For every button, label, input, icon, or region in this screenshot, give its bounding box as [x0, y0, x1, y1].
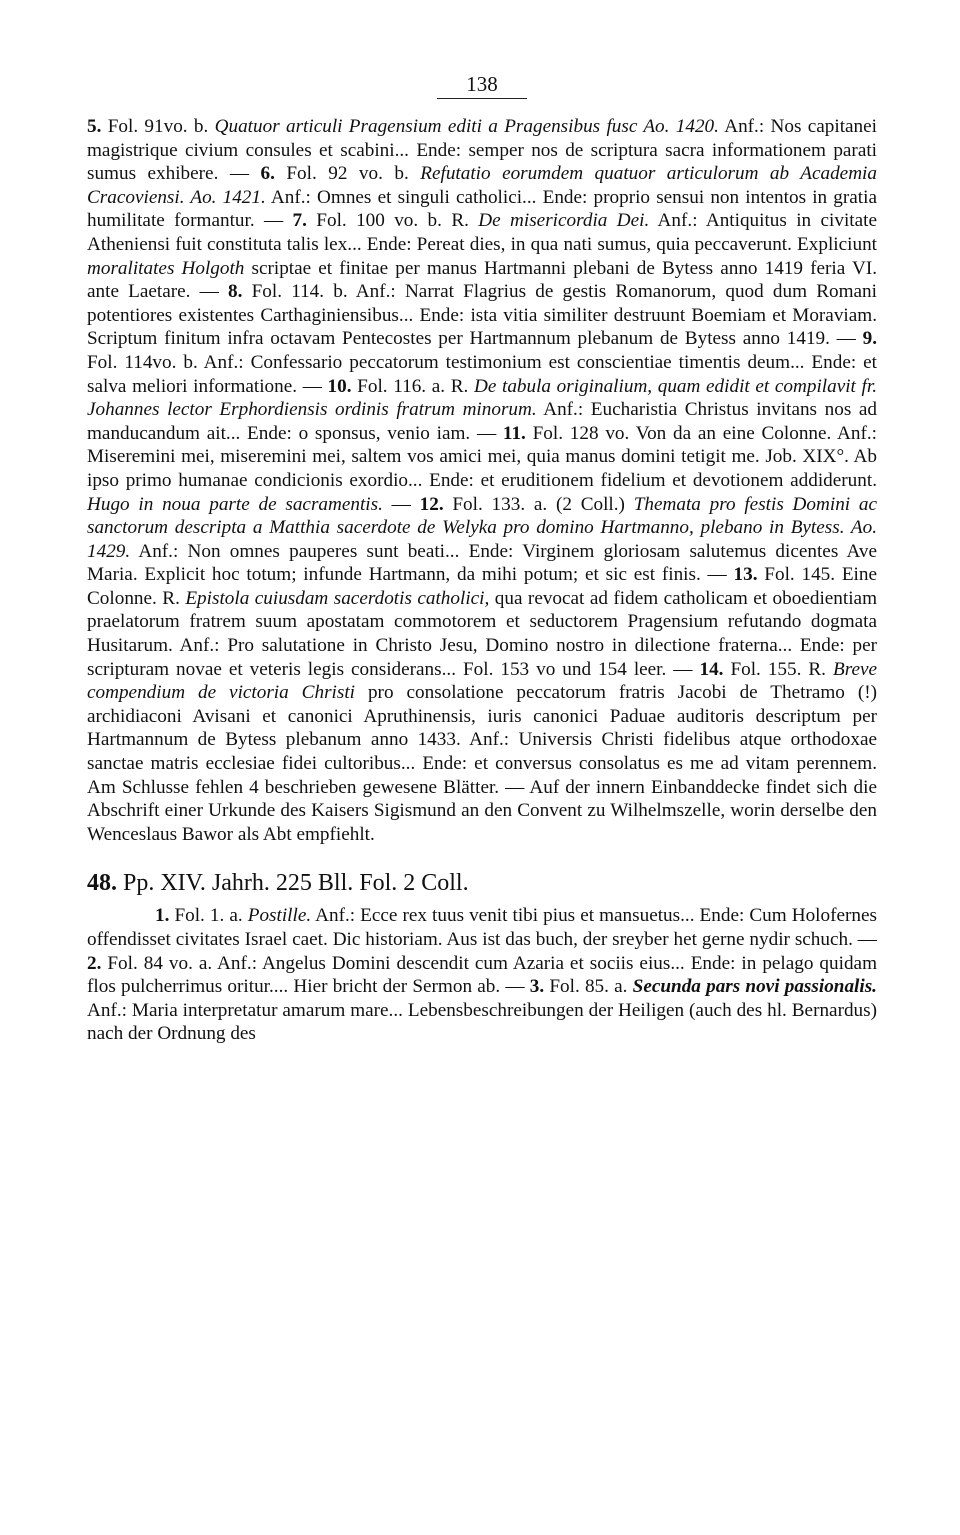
text-run: Fol. 92 vo. b.	[274, 163, 421, 185]
entry-description: Pp. XIV. Jahrh. 225 Bll. Fol. 2 Coll.	[117, 870, 469, 897]
title-text: De misericordia Dei.	[478, 210, 650, 232]
text-run: Fol. 128 vo. Von da an eine Colonne. Anf.: Miseremini mei, miseremini mei, saltem vos amici mei, quia manus domini tetigit me. Job. XIX°. Ab ipso primo humanae condicionis exordio... Ende: et eruditionem fidelium et devotionem addiderunt.	[87, 422, 877, 491]
text-run: Anf.: Antiquitus in civitate Atheniensi fuit constituta talis lex... Ende: Pereat dies, in qua nati sumus, quia peccaverunt. Expliciunt	[87, 210, 877, 255]
entry-48-paragraph	[87, 904, 877, 1046]
document-page	[87, 72, 877, 1046]
item-number: 6.	[260, 163, 275, 185]
title-text: De tabula originalium, quam edidit et compilavit fr. Johannes lector Erphordiensis ordinis fratrum minorum.	[87, 375, 878, 421]
title-text: Postille.	[247, 905, 312, 927]
continued-entry-paragraph	[87, 115, 877, 846]
text-run: Fol. 133. a. (2 Coll.)	[443, 493, 634, 515]
entry-number: 48.	[87, 870, 117, 897]
item-number: 3.	[529, 976, 545, 998]
title-text: Themata pro festis Domini ac sanctorum descripta a Matthia sacerdote de Welyka pro domino Hartmanno, plebano in Bytess. Ao. 1429.	[87, 493, 877, 562]
title-text: Hugo in noua parte de sacramentis.	[87, 493, 383, 515]
item-number: 11.	[502, 422, 526, 444]
title-text: Epistola cuiusdam sacerdotis catholici,	[185, 587, 490, 609]
text-run: Anf.: Omnes et singuli catholici... Ende: proprio sensui non intentos in gratia humilitate formantur. —	[87, 186, 877, 232]
text-run: Fol. 114. b. Anf.: Narrat Flagrius de gestis Romanorum, quod dum Romani potentiores existentes Carthaginiensibus... Ende: ista vitia similiter destruunt Boemiam et Moraviam. Scriptum finitum infra octavam Pentecostes per Hartmannum plebanum de Bytess anno 1419. —	[87, 281, 877, 350]
item-number: 5.	[87, 116, 108, 137]
text-run: Fol. 145. Eine Colonne. R.	[87, 564, 878, 609]
text-run: Fol. 114vo. b. Anf.: Confessario peccatorum testimonium est conscientiae timentis deum... Ende: et salva meliori informatione. —	[87, 351, 877, 397]
item-number: 13.	[733, 564, 758, 586]
text-run: Fol. 1. a.	[169, 905, 248, 927]
item-number: 2.	[87, 952, 102, 974]
text-run: Anf.: Non omnes pauperes sunt beati... Ende: Virginem gloriosam salutemus dicentes Ave Maria. Explicit hoc totum; infunde Hartmann, da mihi potum; et sic est finis. —	[87, 540, 877, 586]
text-run: Fol. 100 vo. b. R.	[306, 210, 479, 232]
entry-48-heading	[87, 868, 877, 898]
text-run: Fol. 116. a. R.	[351, 375, 474, 397]
title-text: Refutatio eorumdem quatuor articulorum ab Academia Cracoviensi. Ao. 1421.	[87, 163, 877, 208]
title-text: Breve compendium de victoria Christi	[87, 658, 877, 704]
title-text: Secunda pars novi passionalis.	[632, 976, 877, 998]
item-number: 7.	[292, 210, 307, 232]
text-run: scriptae et finitae per manus Hartmanni plebani de Bytess anno 1419 feria VI. ante Laetare. —	[87, 257, 878, 303]
item-number: 10.	[327, 375, 352, 397]
text-run: Anf.: Nos capitanei magistrique civium consules et scabini... Ende: semper nos de scriptura sacra informationem parati sumus exhibere. —	[87, 116, 877, 185]
text-run: Fol. 85. a.	[544, 976, 633, 998]
page-number: 138	[437, 72, 527, 99]
text-run: Anf.: Maria interpretatur amarum mare... Lebensbeschreibungen der Heiligen (auch des hl. Bernardus) nach der Ordnung des	[87, 999, 877, 1045]
text-run: Fol. 84 vo. a. Anf.: Angelus Domini descendit cum Azaria et sociis eius... Ende: in pelago quidam flos pulcherrimus oritur.... Hier bricht der Sermon ab. —	[87, 952, 877, 998]
item-number: 9.	[862, 328, 877, 350]
text-run: Anf.: Ecce rex tuus venit tibi pius et mansuetus... Ende: Cum Holofernes offendisset civitates Israel caet. Dic historiam. Aus ist das buch, der sreyber het gerne nydir schuch. —	[87, 905, 877, 950]
text-run: Fol. 155. R.	[723, 658, 833, 680]
item-number: 1.	[155, 905, 170, 927]
text-run: pro consolatione peccatorum fratris Jacobi de Thetramo (!) archidiaconi Avisani et canonici Apruthinensis, iuris canonici Paduae auditoris descriptum per Hartmannum de Bytess plebanum anno 1433. Anf.: Universis Christi fidelibus atque orthodoxae sanctae matris ecclesiae fidei cultoribus... Ende: et conversus consolatus es me ad vitam perennem. Am Schlusse fehlen 4 beschrieben gewesene Blätter. — Auf der innern Einbanddecke findet sich die Abschrift einer Urkunde des Kaisers Sigismund an den Convent zu Wilhelmszelle, worin derselbe den Wenceslaus Bawor als Abt empfiehlt.	[87, 682, 878, 845]
title-text: moralitates Holgoth	[87, 257, 245, 279]
item-number: 8.	[228, 281, 243, 303]
text-run: qua revocat ad fidem catholicam et oboedientiam praelatorum fratrem suum apostatam commotorem et seductorem Pragensium refutando dogmata Husitarum. Anf.: Pro salutatione in Christo Jesu, Domino nostro in dilectione fraterna... Ende: per scripturam novae et veteris legis considerans... Fol. 153 vo und 154 leer. —	[87, 587, 877, 680]
title-text: Quatuor articuli Pragensium editi a Pragensibus fusc Ao. 1420.	[214, 116, 719, 137]
item-number: 14.	[699, 658, 724, 680]
text-run: Fol. 91vo. b.	[107, 116, 215, 137]
text-run: —	[382, 493, 420, 515]
item-number: 12.	[419, 493, 444, 515]
text-run: Anf.: Eucharistia Christus invitans nos ad manducandum ait... Ende: o sponsus, venio iam. —	[87, 399, 878, 444]
